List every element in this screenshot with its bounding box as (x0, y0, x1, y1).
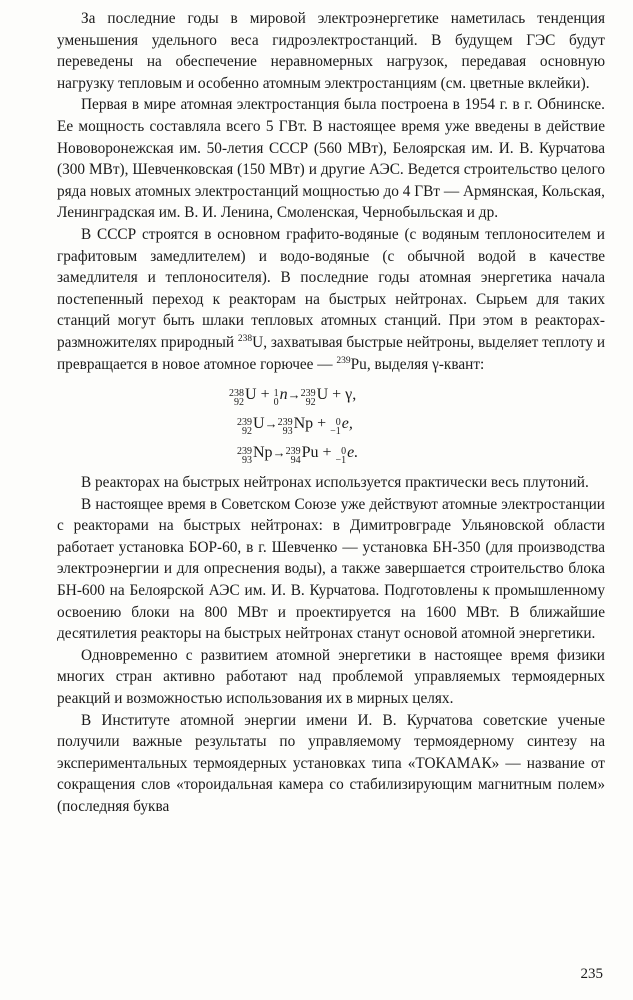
nuclide-symbol: U (253, 415, 265, 433)
paragraph-tokamak: В Институте атомной энергии имени И. В. Курчатова советские ученые получили важные результаты по управляемому термоядерному синтезу на экспериментальных термоядерных установках типа «ТОКАМАК» — название от сокращения слов «тороидальная камера со стабилизирующим магнитным полем» (последняя буква (57, 711, 605, 815)
nuclide-index: 0 −1 (330, 417, 341, 438)
arrow-icon: → (287, 387, 301, 403)
nuclide-symbol: Np (253, 444, 273, 462)
nuclide-symbol: Pu (301, 444, 319, 462)
plus-sign: + (313, 415, 331, 433)
paragraph-fast-reactors-part1: В СССР строятся в основном графито-водяные (с водяным теплоносителем и графитовым замедлителем) и водо-водяные (с обычной водой в качестве замедлителя и теплоносителя). В последние годы атомная энергетика начала постепенный переход к реакторам на быстрых нейтронах. Сырьем для таких станций могут быть шлаки тепловых атомных станций. При этом в реакторах-размножителях природный (57, 225, 605, 351)
nuclide-index: 238 92 (229, 388, 244, 409)
paragraph-soviet-fast-npps: В настоящее время в Советском Союзе уже действуют атомные электростанции с реакторами на быстрых нейтронах: в Димитровграде Ульяновской области работает установка БОР-60, в г. Шевченко — установка БН-350 (для производства электроэнергии и для опреснения воды), а также завершается строительство блока БН-600 на Белоярской АЭС им. И. В. Курчатова. Подготовлены к промышленному освоению блоки на 800 МВт и проектируется на 1600 МВт. В ближайшие десятилетия реакторы на быстрых нейтронах станут основой атомной энергетики. (57, 495, 605, 643)
nuclide-index: 0 −1 (335, 446, 347, 467)
nuclide-symbol: Np (293, 415, 314, 433)
plutonium-mass-number: 239 (336, 355, 351, 366)
nuclide-index: 239 92 (237, 417, 252, 438)
paragraph-fast-reactors (57, 224, 605, 375)
paragraph-fast-reactors-part3: Pu, выделяя γ-квант: (350, 355, 485, 373)
paragraph-hydro-trend: За последние годы в мировой электроэнергетике наметилась тенденция уменьшения удельного веса гидроэлектростанций. В будущем ГЭС будут переведены на обеспечение неравномерных нагрузок, передавая основную нагрузку тепловым и особенно атомным электростанциям (см. цветные вклейки). (57, 10, 605, 92)
plus-sign: + (318, 444, 336, 462)
paragraph-plutonium-use: В реакторах на быстрых нейтронах используется практически весь плутоний. (81, 474, 589, 492)
electron-symbol: e, (341, 415, 353, 433)
arrow-icon: → (264, 416, 278, 432)
equation-tail: + γ, (328, 386, 357, 404)
equation-neptunium-decay (229, 438, 605, 467)
paragraph-first-npp: Первая в мире атомная электростанция была построена в 1954 г. в г. Обнинске. Ее мощность составляла всего 5 ГВт. В настоящее время уже введены в действие Нововоронежская им. 50-летия СССР (560 МВт), Белоярская им. И. В. Курчатова (300 МВт), Шевченковская (150 МВт) и другие АЭС. Ведется строительство целого ряда новых атомных электростанций мощностью до 4 ГВт — Армянская, Кольская, Ленинградская им. В. И. Ленина, Смоленская, Чернобыльская и др. (57, 96, 605, 222)
nuclear-equations (229, 380, 605, 467)
equation-neutron-capture (229, 380, 605, 409)
nuclide-index: 239 92 (300, 388, 316, 409)
nuclide-symbol: U (245, 386, 257, 404)
nuclide-symbol: U (316, 386, 329, 404)
paragraph-fusion-research: Одновременно с развитием атомной энергетики в настоящее время физики многих стран активно работают над проблемой управляемых термоядерных реакций и возможностью использования их в мирных целях. (57, 646, 605, 708)
nuclide-index: 239 93 (277, 417, 293, 438)
text-column (57, 8, 605, 818)
nuclide-index: 239 94 (285, 446, 301, 467)
neutron-symbol: n (279, 386, 288, 404)
arrow-icon: → (272, 445, 286, 461)
nuclide-index: 239 93 (237, 446, 252, 467)
paragraph-fast-reactors-part2: U, захватывая быстрые нейтроны, выделяет теплоту и превращается в новое атомное горючее — (57, 333, 606, 373)
page-number: 235 (580, 966, 603, 982)
plus-sign: + (256, 386, 274, 404)
uranium-mass-number: 238 (237, 333, 253, 344)
nuclide-index: 1 0 (273, 388, 279, 409)
equation-uranium-decay (229, 409, 605, 438)
electron-symbol: e. (347, 444, 359, 462)
